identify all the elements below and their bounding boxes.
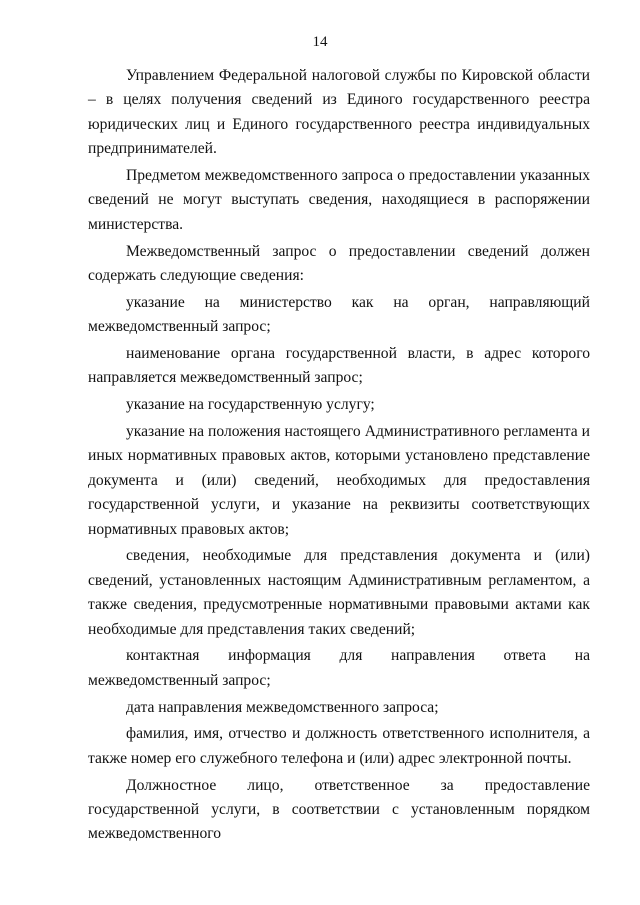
paragraph-request-subject-restriction: Предметом межведомственного запроса о предоставлении указанных сведений не могут выступать сведения, находящиеся в распоряжении министерства. [88, 167, 590, 233]
paragraph-item-contact-information: контактная информация для направления ответа на межведомственный запрос; [88, 647, 590, 689]
paragraph-official-responsible: Должностное лицо, ответственное за предоставление государственной услуги, в соответствии с установленным порядком межведомственного [88, 776, 590, 843]
paragraph-fns-request-purpose: Управлением Федеральной налоговой службы по Кировской области – в целях получения сведений из Единого государственного реестра юридических лиц и Единого государственного реестра индивидуальных предпринимателей. [88, 67, 590, 158]
page-number: 14 [312, 34, 328, 50]
paragraph-item-ministry: указание на министерство как на орган, направляющий межведомственный запрос; [88, 293, 590, 336]
paragraph-item-required-information: сведения, необходимые для представления документа и (или) сведений, установленных настоящим Административным регламентом, а также сведения, предусмотренные нормативными правовыми актами как необходимые для представления таких сведений; [88, 547, 590, 638]
paragraph-request-contents-intro: Межведомственный запрос о предоставлении сведений должен содержать следующие сведения: [88, 242, 590, 285]
paragraph-item-regulation-provisions: указание на положения настоящего Административного регламента и иных нормативных правовых актов, которыми установлено представление документа и (или) сведений, необходимых для предоставления государственной услуги, и указание на реквизиты соответствующих нормативных правовых актов; [88, 423, 590, 538]
paragraph-item-authority-name: наименование органа государственной власти, в адрес которого направляется межведомственный запрос; [88, 345, 590, 387]
paragraph-item-request-date: дата направления межведомственного запроса; [126, 698, 439, 716]
document-body [88, 64, 590, 847]
paragraph-item-service: указание на государственную услугу; [126, 396, 375, 414]
paragraph-item-executor-details: фамилия, имя, отчество и должность ответственного исполнителя, а также номер его служебного телефона и (или) адрес электронной почты. [88, 725, 590, 767]
